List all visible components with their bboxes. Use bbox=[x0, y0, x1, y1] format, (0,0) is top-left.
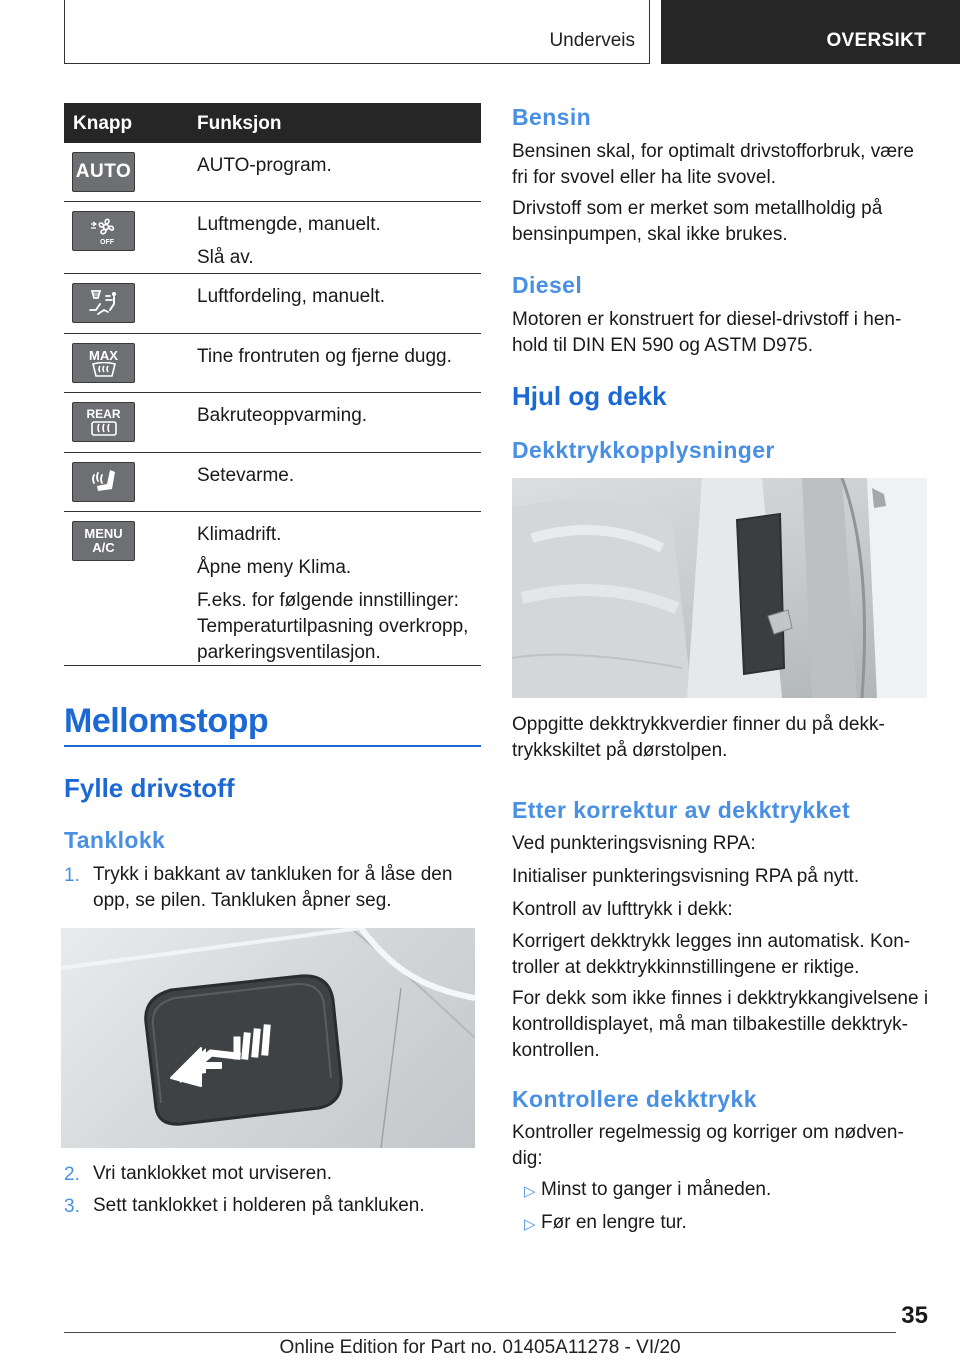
table-row bbox=[64, 393, 481, 453]
step-text: Sett tanklokket i holderen på tankluken. bbox=[93, 1195, 425, 1216]
overview-tab[interactable] bbox=[661, 0, 960, 64]
chapter-heading: Mellomstopp bbox=[64, 702, 269, 740]
bensin-text: Drivstoff som er merket som metallholdig på bensinpumpen, skal ikke brukes. bbox=[512, 198, 883, 245]
seat-heating-icon bbox=[72, 462, 135, 502]
column-header-function: Funksjon bbox=[197, 113, 282, 134]
table-row bbox=[64, 334, 481, 393]
diesel-text: Motoren er konstruert for diesel-drivstoff i henhold til DIN EN 590 og ASTM D975. bbox=[512, 309, 902, 356]
air-distribution-icon bbox=[72, 283, 135, 323]
step-text: Vri tanklokket mot urviseren. bbox=[93, 1163, 332, 1184]
overview-tab-label: OVERSIKT bbox=[826, 30, 926, 51]
step-text: Trykk i bakkant av tankluken for å låse den opp, se pilen. Tankluken åpner seg. bbox=[93, 864, 453, 911]
etter-text: Initialiser punkteringsvisning RPA på nytt. bbox=[512, 866, 860, 887]
function-text: Åpne meny Klima. bbox=[197, 557, 352, 578]
function-text: Setevarme. bbox=[197, 465, 295, 486]
table-header bbox=[64, 103, 481, 143]
max-defrost-icon: MAX bbox=[72, 343, 135, 383]
section-tab[interactable] bbox=[64, 0, 650, 64]
table-row bbox=[64, 512, 481, 666]
step-number: 3. bbox=[64, 1196, 80, 1217]
button-function-table bbox=[64, 103, 481, 666]
kontroll-text: Kontroller regelmessig og korriger om nødvendig: bbox=[512, 1122, 904, 1169]
auto-button-icon: AUTO bbox=[72, 152, 135, 192]
bullet-text: Før en lengre tur. bbox=[541, 1212, 687, 1233]
function-text: Bakruteoppvarming. bbox=[197, 405, 368, 426]
table-row bbox=[64, 143, 481, 202]
bensin-heading: Bensin bbox=[512, 104, 592, 130]
step-number: 1. bbox=[64, 865, 80, 886]
triangle-bullet-icon: ▷ bbox=[524, 1183, 536, 1200]
function-text: Tine frontruten og fjerne dugg. bbox=[197, 346, 452, 367]
dekk-text: Oppgitte dekktrykkverdier finner du på dekktrykkskiltet på dørstolpen. bbox=[512, 714, 885, 761]
kontroll-heading: Kontrollere dekktrykk bbox=[512, 1086, 757, 1112]
function-text: F.eks. for følgende innstillinger: Temperaturtilpasning overkropp, parkeringsventilasjon. bbox=[197, 590, 469, 663]
table-row bbox=[64, 453, 481, 512]
etter-heading: Etter korrektur av dekktrykket bbox=[512, 797, 850, 823]
hjul-heading: Hjul og dekk bbox=[512, 381, 667, 411]
column-header-button: Knapp bbox=[73, 113, 133, 134]
etter-text: For dekk som ikke finnes i dekktrykkangivelsene i kontrolldisplayet, må man tilbakestille dekktrykkontrollen. bbox=[512, 988, 929, 1061]
door-pillar-image bbox=[512, 478, 927, 698]
menu-ac-icon: MENU A/C bbox=[72, 521, 135, 561]
edition-text: Online Edition for Part no. 01405A11278 - VI/20 bbox=[279, 1337, 681, 1358]
section-tab-label: Underveis bbox=[549, 30, 635, 51]
dekk-heading: Dekktrykkopplysninger bbox=[512, 437, 775, 463]
section-heading: Fylle drivstoff bbox=[64, 773, 235, 803]
heading-rule bbox=[64, 745, 481, 747]
table-row bbox=[64, 202, 481, 274]
footer-rule bbox=[64, 1332, 896, 1333]
function-text: Luftfordeling, manuelt. bbox=[197, 286, 386, 307]
etter-text: Korrigert dekktrykk legges inn automatisk. Kontroller at dekktrykkinnstillingene er riktige. bbox=[512, 931, 911, 978]
function-text: Slå av. bbox=[197, 247, 254, 268]
function-text: AUTO-program. bbox=[197, 155, 332, 176]
fan-off-icon: OFF bbox=[72, 211, 135, 251]
page-number: 35 bbox=[901, 1302, 928, 1329]
function-text: Luftmengde, manuelt. bbox=[197, 214, 381, 235]
table-row bbox=[64, 274, 481, 334]
subsection-heading: Tanklokk bbox=[64, 827, 166, 853]
etter-text: Ved punkteringsvisning RPA: bbox=[512, 833, 756, 854]
function-text: Klimadrift. bbox=[197, 524, 282, 545]
fuel-flap-image bbox=[61, 928, 475, 1148]
step-number: 2. bbox=[64, 1164, 80, 1185]
etter-text: Kontroll av lufttrykk i dekk: bbox=[512, 899, 733, 920]
diesel-heading: Diesel bbox=[512, 272, 583, 298]
rear-defrost-icon: REAR bbox=[72, 402, 135, 442]
triangle-bullet-icon: ▷ bbox=[524, 1216, 536, 1233]
bensin-text: Bensinen skal, for optimalt drivstofforbruk, være fri for svovel eller ha lite svovel. bbox=[512, 141, 914, 188]
bullet-text: Minst to ganger i måneden. bbox=[541, 1179, 772, 1200]
